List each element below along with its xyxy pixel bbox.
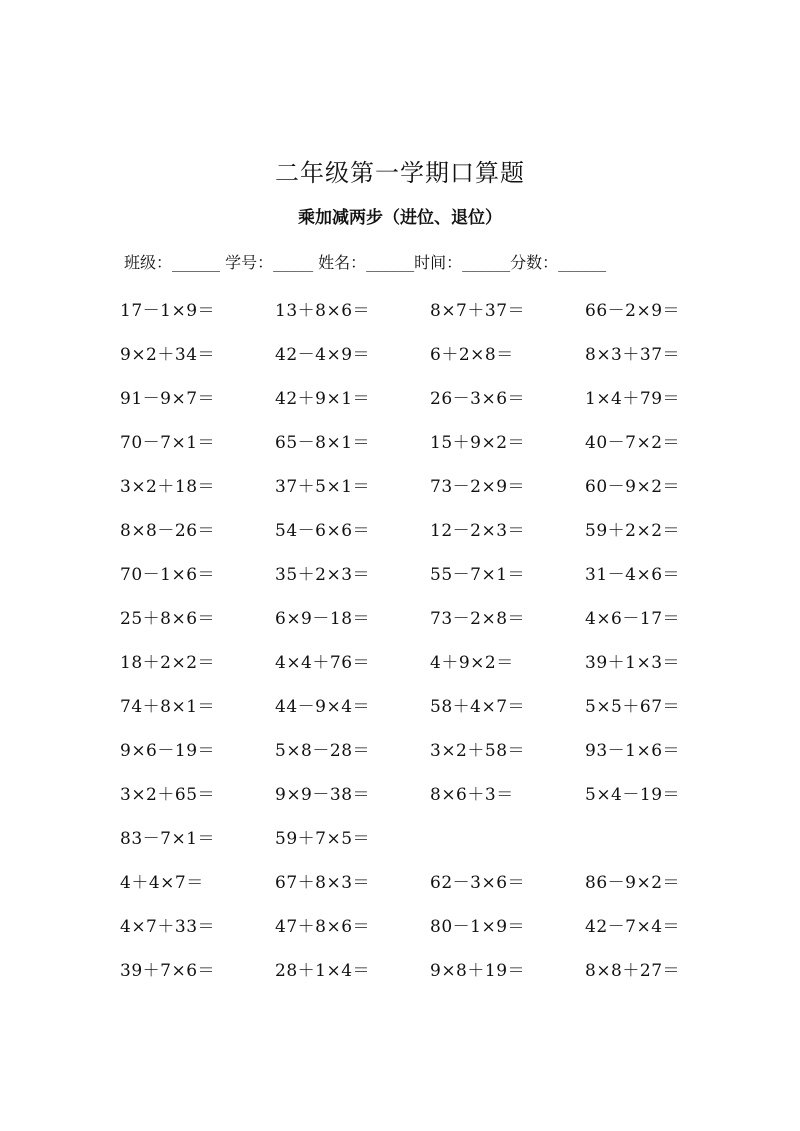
problem-item: 15＋9×2＝ bbox=[430, 433, 526, 453]
problem-item: 42－4×9＝ bbox=[275, 345, 371, 365]
problem-item: 5×4－19＝ bbox=[585, 785, 681, 805]
problem-item: 26－3×6＝ bbox=[430, 389, 526, 409]
problem-row bbox=[120, 781, 740, 825]
problem-item: 67＋8×3＝ bbox=[275, 873, 371, 893]
problem-item: 58＋4×7＝ bbox=[430, 697, 526, 717]
problem-item: 62－3×6＝ bbox=[430, 873, 526, 893]
problem-item: 3×2＋58＝ bbox=[430, 741, 526, 761]
problem-item: 17－1×9＝ bbox=[120, 301, 216, 321]
problem-item: 9×6－19＝ bbox=[120, 741, 216, 761]
problem-row bbox=[120, 473, 740, 517]
problem-grid bbox=[120, 297, 740, 1001]
problem-item: 70－7×1＝ bbox=[120, 433, 216, 453]
problem-item: 6＋2×8＝ bbox=[430, 345, 514, 365]
problem-item: 28＋1×4＝ bbox=[275, 961, 371, 981]
problem-item: 73－2×8＝ bbox=[430, 609, 526, 629]
problem-item: 4×7＋33＝ bbox=[120, 917, 216, 937]
problem-row bbox=[120, 517, 740, 561]
problem-row bbox=[120, 297, 740, 341]
problem-item: 25＋8×6＝ bbox=[120, 609, 216, 629]
problem-item: 1×4＋79＝ bbox=[585, 389, 681, 409]
problem-item bbox=[585, 825, 740, 869]
page-title: 二年级第一学期口算题 bbox=[275, 159, 525, 187]
problem-item: 91－9×7＝ bbox=[120, 389, 216, 409]
problem-item: 8×8－26＝ bbox=[120, 521, 216, 541]
problem-row bbox=[120, 561, 740, 605]
problem-item bbox=[430, 825, 585, 869]
problem-row bbox=[120, 649, 740, 693]
problem-item: 12－2×3＝ bbox=[430, 521, 526, 541]
problem-item: 55－7×1＝ bbox=[430, 565, 526, 585]
problem-item: 3×2＋18＝ bbox=[120, 477, 216, 497]
problem-item: 70－1×6＝ bbox=[120, 565, 216, 585]
problem-item: 47＋8×6＝ bbox=[275, 917, 371, 937]
problem-row bbox=[120, 693, 740, 737]
problem-item: 4＋4×7＝ bbox=[120, 873, 204, 893]
problem-item: 39＋1×3＝ bbox=[585, 653, 681, 673]
problem-item: 8×3＋37＝ bbox=[585, 345, 681, 365]
problem-item: 93－1×6＝ bbox=[585, 741, 681, 761]
problem-row bbox=[120, 429, 740, 473]
problem-item: 44－9×4＝ bbox=[275, 697, 371, 717]
problem-item: 80－1×9＝ bbox=[430, 917, 526, 937]
problem-item: 18＋2×2＝ bbox=[120, 653, 216, 673]
problem-item: 8×6＋3＝ bbox=[430, 785, 514, 805]
problem-item: 8×7＋37＝ bbox=[430, 301, 526, 321]
problem-item: 65－8×1＝ bbox=[275, 433, 371, 453]
problem-item: 73－2×9＝ bbox=[430, 477, 526, 497]
problem-item: 31－4×6＝ bbox=[585, 565, 681, 585]
problem-item: 59＋7×5＝ bbox=[275, 829, 371, 849]
problem-item: 40－7×2＝ bbox=[585, 433, 681, 453]
problem-item: 9×8＋19＝ bbox=[430, 961, 526, 981]
problem-row bbox=[120, 341, 740, 385]
problem-row bbox=[120, 605, 740, 649]
problem-row bbox=[120, 957, 740, 1001]
problem-item: 5×5＋67＝ bbox=[585, 697, 681, 717]
problem-item: 42－7×4＝ bbox=[585, 917, 681, 937]
problem-item: 66－2×9＝ bbox=[585, 301, 681, 321]
problem-item: 54－6×6＝ bbox=[275, 521, 371, 541]
problem-item: 4＋9×2＝ bbox=[430, 653, 514, 673]
problem-item: 86－9×2＝ bbox=[585, 873, 681, 893]
problem-row bbox=[120, 913, 740, 957]
problem-item: 4×6－17＝ bbox=[585, 609, 681, 629]
problem-item: 35＋2×3＝ bbox=[275, 565, 371, 585]
problem-item: 42＋9×1＝ bbox=[275, 389, 371, 409]
problem-item: 6×9－18＝ bbox=[275, 609, 371, 629]
problem-item: 8×8＋27＝ bbox=[585, 961, 681, 981]
problem-row bbox=[120, 385, 740, 429]
problem-item: 60－9×2＝ bbox=[585, 477, 681, 497]
problem-row bbox=[120, 869, 740, 913]
problem-item: 4×4＋76＝ bbox=[275, 653, 371, 673]
problem-item: 39＋7×6＝ bbox=[120, 961, 216, 981]
problem-item: 74＋8×1＝ bbox=[120, 697, 216, 717]
problem-item: 83－7×1＝ bbox=[120, 829, 216, 849]
page-subtitle: 乘加减两步（进位、退位） bbox=[298, 208, 502, 228]
problem-item: 9×2＋34＝ bbox=[120, 345, 216, 365]
problem-row bbox=[120, 825, 740, 869]
problem-item: 13＋8×6＝ bbox=[275, 301, 371, 321]
student-info-line: 班级：______ 学号：_____ 姓名：______时间：______分数：______ bbox=[124, 253, 607, 272]
problem-item: 5×8－28＝ bbox=[275, 741, 371, 761]
problem-row bbox=[120, 737, 740, 781]
problem-item: 3×2＋65＝ bbox=[120, 785, 216, 805]
problem-item: 59＋2×2＝ bbox=[585, 521, 681, 541]
problem-item: 9×9－38＝ bbox=[275, 785, 371, 805]
problem-item: 37＋5×1＝ bbox=[275, 477, 371, 497]
